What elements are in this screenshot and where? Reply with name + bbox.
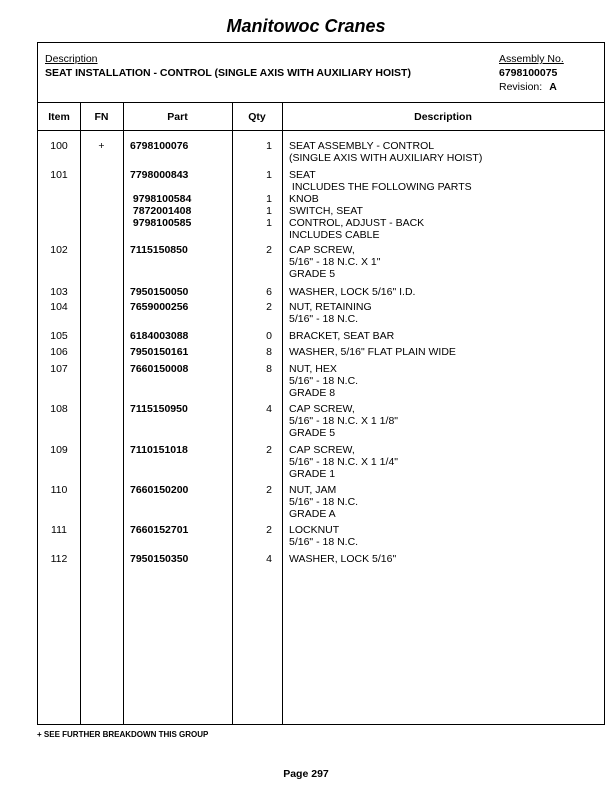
part-number: 7659000256 xyxy=(130,301,189,313)
description-line: GRADE 5 xyxy=(289,268,336,280)
column-header-item: Item xyxy=(38,103,80,131)
part-description xyxy=(289,140,599,164)
assembly-header xyxy=(38,43,604,103)
part-description xyxy=(289,363,599,399)
page-title: Manitowoc Cranes xyxy=(226,16,386,36)
description-line: WASHER, LOCK 5/16" xyxy=(289,553,397,565)
item-number: 101 xyxy=(50,169,68,181)
assembly-number: 6798100075 xyxy=(499,67,558,79)
item-number: 111 xyxy=(51,524,67,536)
quantity: 1 xyxy=(266,193,272,205)
quantity: 2 xyxy=(266,524,272,536)
part-description xyxy=(289,484,599,520)
part-number: 7872001408 xyxy=(130,205,192,217)
description-line: BRACKET, SEAT BAR xyxy=(289,330,395,342)
assembly-description: SEAT INSTALLATION - CONTROL (SINGLE AXIS WITH AUXILIARY HOIST) xyxy=(45,67,411,79)
description-line: CAP SCREW, xyxy=(289,244,355,256)
column-header-qty: Qty xyxy=(232,103,282,131)
description-line: GRADE 1 xyxy=(289,468,336,480)
description-line: 5/16" - 18 N.C. xyxy=(289,536,359,548)
description-line: WASHER, 5/16" FLAT PLAIN WIDE xyxy=(289,346,456,358)
description-line: 5/16" - 18 N.C. X 1" xyxy=(289,256,381,268)
quantity: 1 xyxy=(266,140,272,152)
column-header-fn: FN xyxy=(80,103,123,131)
description-line: CAP SCREW, xyxy=(289,403,355,415)
part-description xyxy=(289,330,599,342)
description-line: INCLUDES CABLE xyxy=(289,229,380,241)
description-line: 5/16" - 18 N.C. X 1 1/8" xyxy=(289,415,399,427)
part-description xyxy=(289,346,599,358)
column-divider xyxy=(80,103,81,724)
description-line: NUT, HEX xyxy=(289,363,337,375)
item-number: 102 xyxy=(50,244,68,256)
part-description xyxy=(289,301,599,325)
description-line: 5/16" - 18 N.C. xyxy=(289,375,359,387)
description-line: SWITCH, SEAT xyxy=(289,205,363,217)
part-number: 7660152701 xyxy=(130,524,189,536)
revision-value: A xyxy=(549,81,557,93)
item-number: 108 xyxy=(50,403,68,415)
part-number: 7950150050 xyxy=(130,286,189,298)
item-number: 104 xyxy=(50,301,68,313)
quantity: 4 xyxy=(266,553,272,565)
part-number: 7660150008 xyxy=(130,363,189,375)
part-description xyxy=(289,286,599,298)
part-number: 6798100076 xyxy=(130,140,189,152)
part-number: 7115150850 xyxy=(130,244,188,256)
quantity: 2 xyxy=(266,301,272,313)
column-divider xyxy=(282,103,283,724)
description-line: NUT, RETAINING xyxy=(289,301,372,313)
column-header-part: Part xyxy=(123,103,232,131)
quantity: 8 xyxy=(266,346,272,358)
assembly-number-label: Assembly No. xyxy=(499,53,564,65)
revision-label: Revision: xyxy=(499,81,543,93)
item-number: 105 xyxy=(50,330,68,342)
part-description xyxy=(289,524,599,548)
description-line: GRADE 8 xyxy=(289,387,336,399)
quantity: 1 xyxy=(266,217,272,229)
description-line: SEAT xyxy=(289,169,316,181)
description-line: GRADE 5 xyxy=(289,427,336,439)
description-line: 5/16" - 18 N.C. X 1 1/4" xyxy=(289,456,399,468)
description-line: CONTROL, ADJUST - BACK xyxy=(289,217,425,229)
description-line: CAP SCREW, xyxy=(289,444,355,456)
description-line: 5/16" - 18 N.C. xyxy=(289,313,359,325)
part-description xyxy=(289,553,599,565)
description-line: GRADE A xyxy=(289,508,336,520)
description-line: 5/16" - 18 N.C. xyxy=(289,496,359,508)
quantity: 2 xyxy=(266,484,272,496)
item-number: 107 xyxy=(50,363,68,375)
part-number: 7660150200 xyxy=(130,484,189,496)
quantity: 2 xyxy=(266,244,272,256)
part-description xyxy=(289,217,599,241)
description-line: (SINGLE AXIS WITH AUXILIARY HOIST) xyxy=(289,152,483,164)
parts-list-frame xyxy=(37,42,605,725)
quantity: 0 xyxy=(266,330,272,342)
column-divider xyxy=(123,103,124,724)
description-line: WASHER, LOCK 5/16" I.D. xyxy=(289,286,416,298)
part-number: 9798100585 xyxy=(130,217,192,229)
item-number: 112 xyxy=(50,553,68,565)
revision xyxy=(499,81,557,93)
description-line: KNOB xyxy=(289,193,319,205)
description-line: NUT, JAM xyxy=(289,484,337,496)
quantity: 8 xyxy=(266,363,272,375)
quantity: 2 xyxy=(266,444,272,456)
part-description xyxy=(289,193,599,205)
part-description xyxy=(289,444,599,480)
item-number: 106 xyxy=(50,346,68,358)
quantity: 1 xyxy=(266,169,272,181)
part-description xyxy=(289,205,599,217)
item-number: 103 xyxy=(50,286,68,298)
description-line: INCLUDES THE FOLLOWING PARTS xyxy=(289,181,472,193)
item-number: 110 xyxy=(50,484,68,496)
footnote: + SEE FURTHER BREAKDOWN THIS GROUP xyxy=(37,730,209,739)
part-description xyxy=(289,169,599,193)
part-number: 7110151018 xyxy=(130,444,188,456)
description-line: LOCKNUT xyxy=(289,524,340,536)
item-number: 100 xyxy=(50,140,68,152)
part-description xyxy=(289,403,599,439)
column-header-description: Description xyxy=(282,103,604,131)
description-label: Description xyxy=(45,53,98,65)
part-number: 7115150950 xyxy=(130,403,188,415)
quantity: 1 xyxy=(266,205,272,217)
part-number: 7950150161 xyxy=(130,346,189,358)
part-number: 9798100584 xyxy=(130,193,192,205)
part-description xyxy=(289,244,599,280)
quantity: 4 xyxy=(266,403,272,415)
description-line: SEAT ASSEMBLY - CONTROL xyxy=(289,140,435,152)
quantity: 6 xyxy=(266,286,272,298)
part-number: 6184003088 xyxy=(130,330,189,342)
page-number: Page 297 xyxy=(283,768,329,780)
fn-marker: + xyxy=(98,140,105,152)
part-number: 7950150350 xyxy=(130,553,189,565)
part-number: 7798000843 xyxy=(130,169,189,181)
item-number: 109 xyxy=(50,444,68,456)
